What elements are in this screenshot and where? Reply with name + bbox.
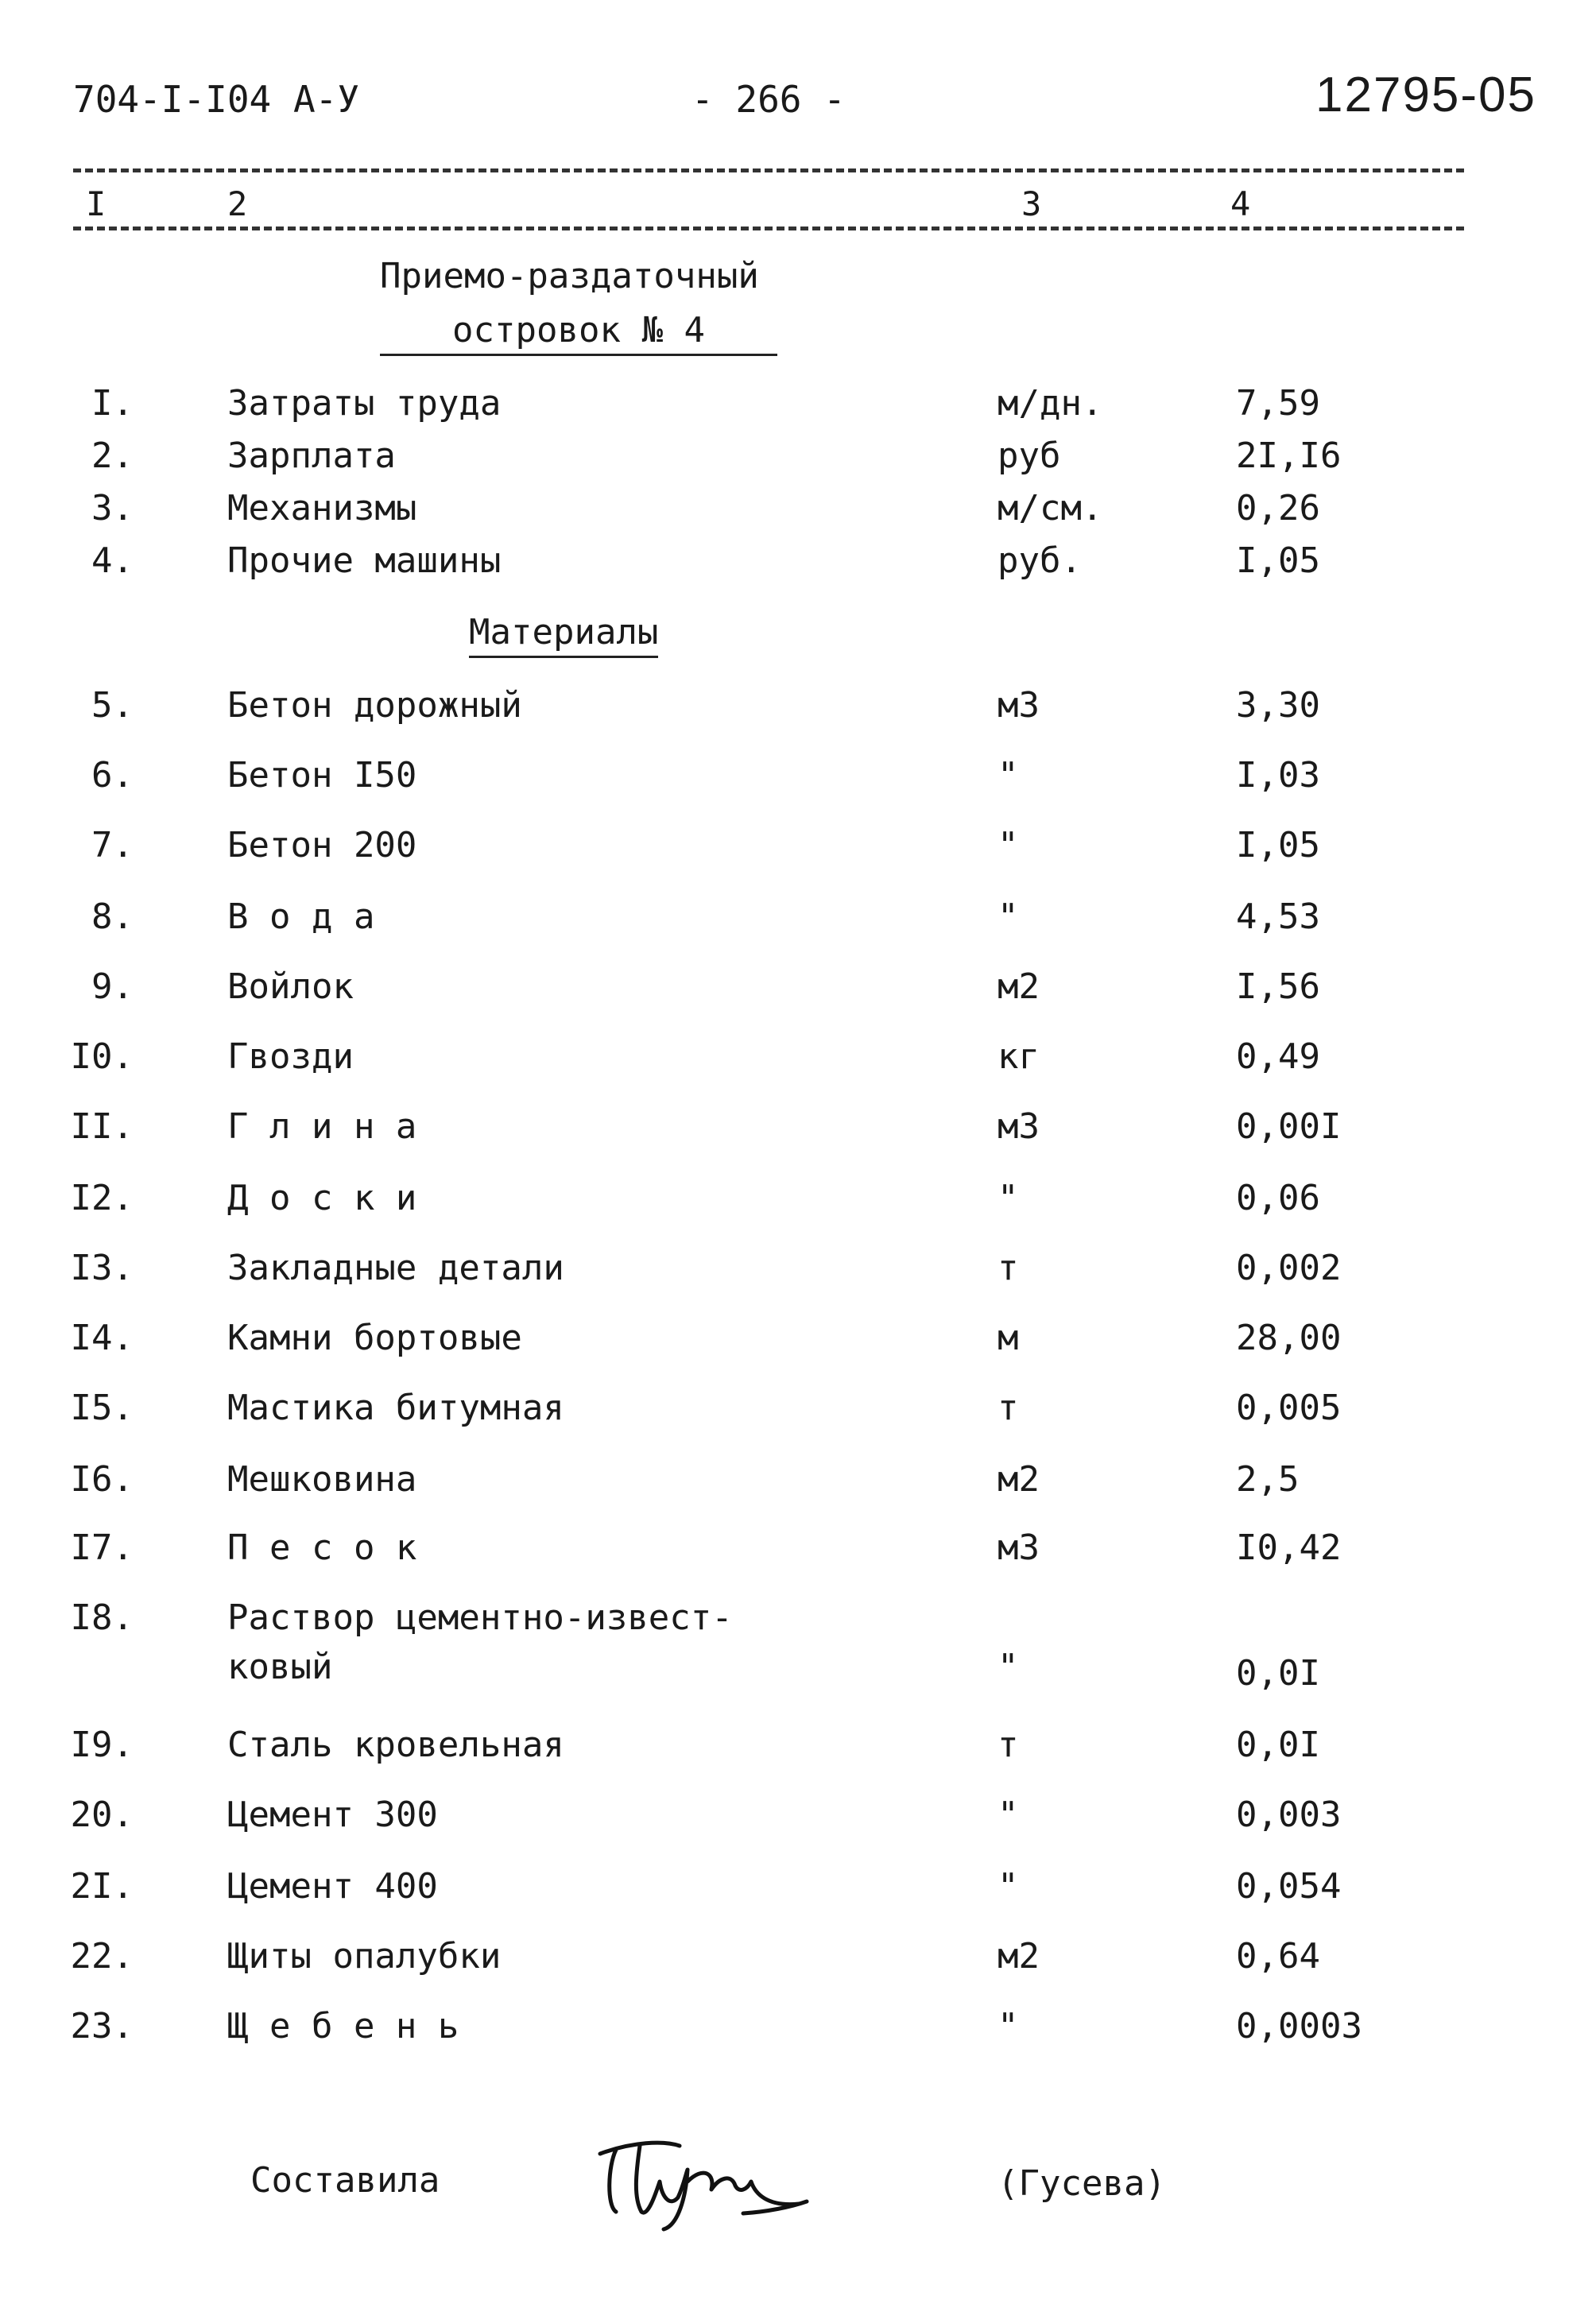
page-number: - 266 - <box>691 78 846 121</box>
table-row <box>0 2006 1596 2054</box>
row-number: 3. <box>91 488 134 529</box>
row-name: Д о с к и <box>227 1178 417 1218</box>
row-number: I. <box>91 383 134 424</box>
row-number: I4. <box>70 1318 134 1358</box>
row-unit: " <box>998 1178 1019 1218</box>
table-row <box>0 685 1596 733</box>
column-header-3: 3 <box>1021 184 1042 223</box>
row-unit: т <box>998 1725 1019 1765</box>
row-name: Войлок <box>227 966 354 1007</box>
row-unit: " <box>998 1866 1019 1907</box>
row-number: I6. <box>70 1459 134 1500</box>
row-unit: " <box>998 1647 1019 1687</box>
table-row <box>0 1725 1596 1772</box>
table-row <box>0 1318 1596 1365</box>
row-value: 4,53 <box>1236 896 1320 937</box>
row-value: I,56 <box>1236 966 1320 1007</box>
row-unit: кг <box>998 1036 1040 1077</box>
row-number: 23. <box>70 2006 134 2046</box>
table-row <box>0 383 1596 431</box>
row-unit: м <box>998 1318 1019 1358</box>
row-number: 7. <box>91 825 134 865</box>
archive-number: 12795-05 <box>1315 68 1537 122</box>
row-name: Камни бортовые <box>227 1318 522 1358</box>
row-unit: м3 <box>998 1106 1040 1147</box>
row-value: 0,64 <box>1236 1936 1320 1977</box>
row-number: 2I. <box>70 1866 134 1907</box>
row-number: I5. <box>70 1388 134 1428</box>
row-number: 20. <box>70 1795 134 1835</box>
table-row <box>0 1106 1596 1154</box>
row-name: Щ е б е н ь <box>227 2006 459 2046</box>
row-number: 5. <box>91 685 134 726</box>
table-row <box>0 1528 1596 1575</box>
row-value: 0,06 <box>1236 1178 1320 1218</box>
signature-image <box>584 2118 823 2237</box>
row-name: Мешковина <box>227 1459 417 1500</box>
row-unit: м/см. <box>998 488 1103 529</box>
row-number: 9. <box>91 966 134 1007</box>
row-number: I3. <box>70 1248 134 1288</box>
row-number: I0. <box>70 1036 134 1077</box>
row-unit: м2 <box>998 1459 1040 1500</box>
row-number: I8. <box>70 1597 134 1638</box>
row-name: Цемент 400 <box>227 1866 438 1907</box>
row-value: I,03 <box>1236 755 1320 796</box>
row-name: Цемент 300 <box>227 1795 438 1835</box>
row-name: В о д а <box>227 896 375 937</box>
row-number: 6. <box>91 755 134 796</box>
row-unit: м3 <box>998 685 1040 726</box>
row-value: 0,26 <box>1236 488 1320 529</box>
row-name: Закладные детали <box>227 1248 564 1288</box>
row-value: 0,00I <box>1236 1106 1342 1147</box>
row-name: Раствор цементно-извест- <box>227 1597 733 1638</box>
divider-line <box>73 227 1464 230</box>
row-unit: м2 <box>998 1936 1040 1977</box>
table-row <box>0 1597 1596 1694</box>
table-row <box>0 1036 1596 1084</box>
table-row <box>0 1459 1596 1507</box>
row-name: Бетон I50 <box>227 755 417 796</box>
row-name: Затраты труда <box>227 383 502 424</box>
row-value: 28,00 <box>1236 1318 1342 1358</box>
row-unit: " <box>998 825 1019 865</box>
row-name: Сталь кровельная <box>227 1725 564 1765</box>
row-number: 8. <box>91 896 134 937</box>
materials-heading: Материалы <box>469 612 658 658</box>
row-number: I2. <box>70 1178 134 1218</box>
row-value: 0,002 <box>1236 1248 1342 1288</box>
row-number: 2. <box>91 436 134 476</box>
row-value: 0,0I <box>1236 1725 1320 1765</box>
row-name: Мастика битумная <box>227 1388 564 1428</box>
table-row <box>0 1178 1596 1226</box>
row-number: 4. <box>91 540 134 581</box>
section-title-line2: островок № 4 <box>380 310 777 356</box>
table-row <box>0 1388 1596 1435</box>
row-unit: м3 <box>998 1528 1040 1568</box>
table-row <box>0 540 1596 588</box>
row-value: 0,005 <box>1236 1388 1342 1428</box>
row-name: Щиты опалубки <box>227 1936 502 1977</box>
row-name: П е с о к <box>227 1528 417 1568</box>
column-header-1: I <box>86 184 107 223</box>
row-unit: " <box>998 2006 1019 2046</box>
table-row <box>0 1936 1596 1984</box>
row-value: 2I,I6 <box>1236 436 1342 476</box>
row-value: 0,49 <box>1236 1036 1320 1077</box>
row-unit: " <box>998 1795 1019 1835</box>
table-row <box>0 755 1596 803</box>
column-header-2: 2 <box>227 184 248 223</box>
row-unit: руб <box>998 436 1061 476</box>
row-number: I9. <box>70 1725 134 1765</box>
column-header-4: 4 <box>1230 184 1251 223</box>
row-unit: м/дн. <box>998 383 1103 424</box>
row-unit: т <box>998 1388 1019 1428</box>
row-value: 2,5 <box>1236 1459 1300 1500</box>
document-number: 704-I-I04 А-У <box>73 78 360 121</box>
row-value: 7,59 <box>1236 383 1320 424</box>
table-row <box>0 1248 1596 1295</box>
row-name: Прочие машины <box>227 540 502 581</box>
row-name: Зарплата <box>227 436 396 476</box>
table-row <box>0 825 1596 873</box>
row-unit: " <box>998 755 1019 796</box>
row-value: I,05 <box>1236 540 1320 581</box>
row-unit: руб. <box>998 540 1082 581</box>
row-name: Бетон дорожный <box>227 685 522 726</box>
row-number: 22. <box>70 1936 134 1977</box>
table-row <box>0 896 1596 944</box>
row-name: Бетон 200 <box>227 825 417 865</box>
row-unit: " <box>998 896 1019 937</box>
table-row <box>0 436 1596 483</box>
section-title-line1: Приемо-раздаточный <box>380 256 759 296</box>
row-value: 0,003 <box>1236 1795 1342 1835</box>
row-name: Г л и н а <box>227 1106 417 1147</box>
compiled-by-name: (Гусева) <box>998 2163 1166 2204</box>
row-unit: м2 <box>998 966 1040 1007</box>
row-value: 0,0003 <box>1236 2006 1362 2046</box>
row-name: Гвозди <box>227 1036 354 1077</box>
row-name-continuation: ковый <box>227 1647 333 1687</box>
row-name: Механизмы <box>227 488 417 529</box>
row-unit: т <box>998 1248 1019 1288</box>
table-row <box>0 488 1596 536</box>
row-number: I7. <box>70 1528 134 1568</box>
row-value: 3,30 <box>1236 685 1320 726</box>
row-value: 0,0I <box>1236 1653 1320 1694</box>
table-row <box>0 1866 1596 1914</box>
row-value: 0,054 <box>1236 1866 1342 1907</box>
row-value: I0,42 <box>1236 1528 1342 1568</box>
row-number: II. <box>70 1106 134 1147</box>
table-row <box>0 966 1596 1014</box>
table-row <box>0 1795 1596 1842</box>
divider-line <box>73 168 1464 172</box>
row-value: I,05 <box>1236 825 1320 865</box>
compiled-by-label: Составила <box>250 2160 440 2201</box>
